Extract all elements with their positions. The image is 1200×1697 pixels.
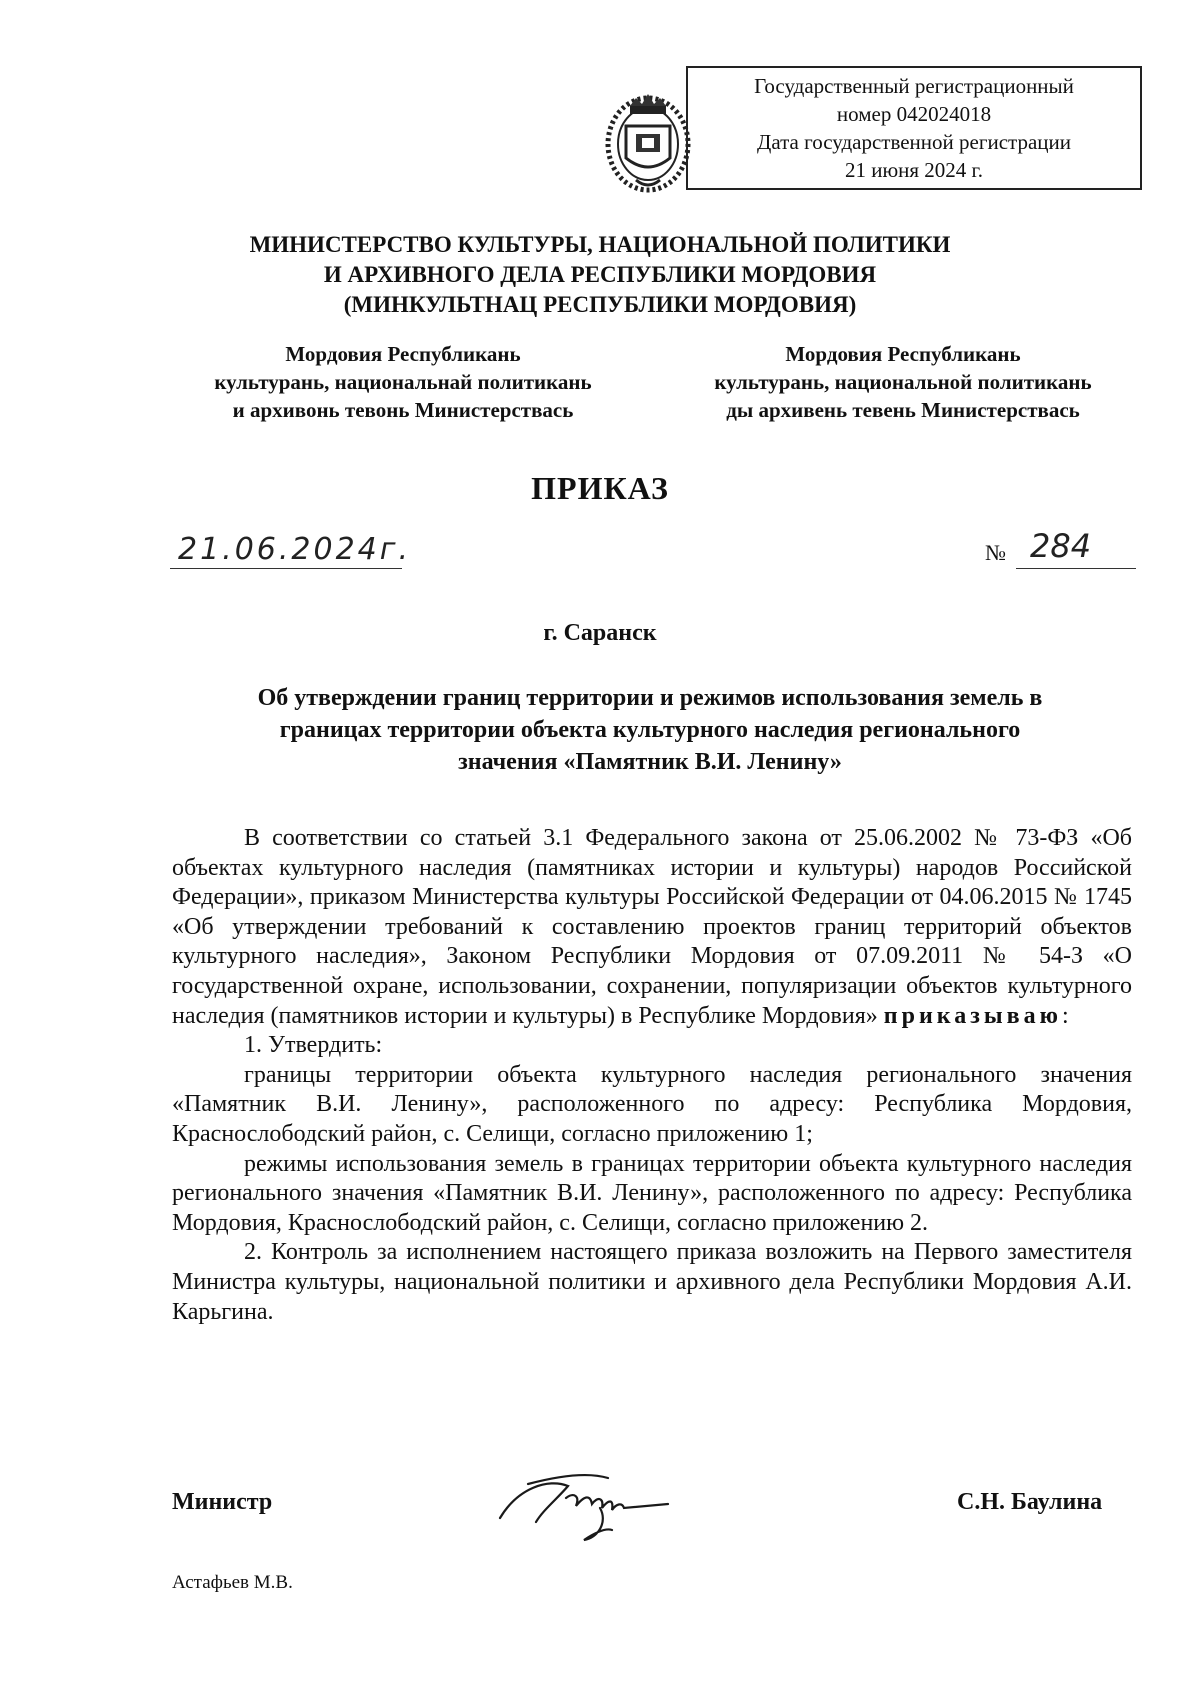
ministry-line-3: (МИНКУЛЬТНАЦ РЕСПУБЛИКИ МОРДОВИЯ): [343, 292, 857, 317]
title-line-3: значения «Памятник В.И. Ленину»: [458, 749, 842, 775]
coat-of-arms-icon: [596, 80, 700, 200]
order-word: приказываю: [883, 1002, 1062, 1029]
item-2: 2. Контроль за исполнением настоящего приказа возложить на Первого заместителя Министра культуры, национальной политики и архивного дела Республики Мордовия А.И. Карьгина.: [172, 1239, 1132, 1325]
title-line-1: Об утверждении границ территории и режимов использования земель в: [257, 685, 1043, 711]
signatory-position: Министр: [172, 1489, 273, 1515]
number-sign: №: [985, 540, 1006, 565]
handwritten-date: 21.06.2024г.: [178, 532, 412, 567]
preamble-colon: :: [1061, 1002, 1069, 1029]
moksha-line-1: Мордовия Республикань: [285, 342, 521, 366]
item-1-boundaries: границы территории объекта культурного наследия регионального значения «Памятник В.И. Ленину», расположенного по адресу: Республика Мордовия, Краснослободский район, с. Селищи, согласно приложению 1;: [172, 1061, 1132, 1147]
executor-name: Астафьев М.В.: [172, 1572, 293, 1593]
document-type: ПРИКАЗ: [531, 470, 669, 506]
erzya-line-1: Мордовия Республикань: [785, 342, 1021, 366]
moksha-line-2: культурань, национальнай политикань: [214, 370, 592, 394]
number-underline: [1016, 568, 1136, 569]
registration-number: номер 042024018: [836, 102, 992, 126]
registration-stamp: [686, 66, 1142, 190]
date-underline: [170, 568, 402, 569]
handwritten-signature: [488, 1448, 688, 1558]
document-title: [170, 682, 1130, 778]
handwritten-number: 284: [1030, 527, 1092, 565]
erzya-line-3: ды архивень тевень Министерствась: [726, 398, 1080, 422]
erzya-line-2: культурань, национальной политикань: [714, 370, 1092, 394]
city: г. Саранск: [543, 620, 657, 646]
registration-line-1: Государственный регистрационный: [754, 74, 1074, 98]
moksha-line-3: и архивонь тевонь Министерствась: [232, 398, 574, 422]
document-body: [172, 824, 1132, 1327]
preamble-paragraph: [172, 824, 1132, 1031]
ministry-header-moksha: [168, 340, 638, 424]
ministry-header-erzya: [668, 340, 1138, 424]
signatory-name: С.Н. Баулина: [957, 1489, 1103, 1515]
item-1: 1. Утвердить:: [244, 1032, 383, 1059]
ministry-line-1: МИНИСТЕРСТВО КУЛЬТУРЫ, НАЦИОНАЛЬНОЙ ПОЛИТИКИ: [249, 232, 951, 257]
item-1-land-use: режимы использования земель в границах территории объекта культурного наследия регионального значения «Памятник В.И. Ленину», расположенного по адресу: Республика Мордовия, Краснослободский район, с. Селищи, согласно приложению 2.: [172, 1150, 1132, 1236]
preamble-text: В соответствии со статьей 3.1 Федерального закона от 25.06.2002 № 73-ФЗ «Об объектах культурного наследия (памятниках истории и культуры) народов Российской Федерации», приказом Министерства культуры Российской Федерации от 04.06.2015 № 1745 «Об утверждении требований к составлению проектов границ территорий объектов культурного наследия», Законом Республики Мордовия от 07.09.2011 № 54-З «О государственной охране, использовании, сохранении, популяризации объектов культурного наследия (памятников истории и культуры) в Республике Мордовия»: [172, 825, 1132, 1029]
registration-line-3: Дата государственной регистрации: [757, 130, 1071, 154]
ministry-line-2: И АРХИВНОГО ДЕЛА РЕСПУБЛИКИ МОРДОВИЯ: [323, 262, 877, 287]
registration-date: 21 июня 2024 г.: [844, 158, 984, 182]
ministry-header: [200, 230, 1000, 320]
title-line-2: границах территории объекта культурного наследия регионального: [279, 717, 1021, 743]
